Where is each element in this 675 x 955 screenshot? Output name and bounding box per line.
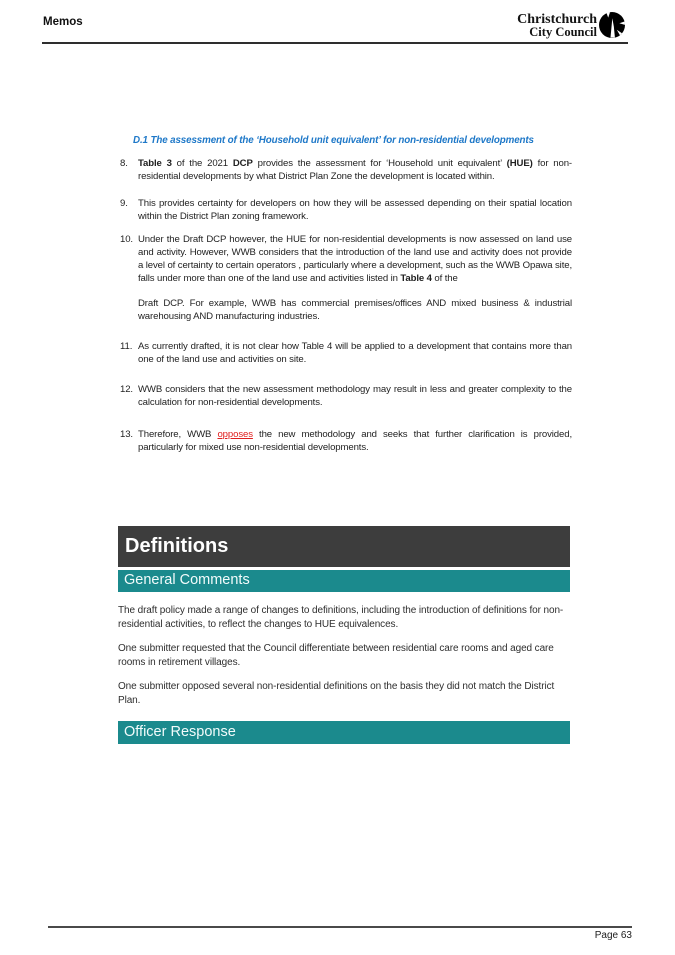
header-divider — [42, 42, 628, 44]
list-item-number: 10. — [120, 234, 133, 245]
list-item-number: 11. — [120, 341, 133, 352]
list-item-text: As currently drafted, it is not clear how Table 4 will be applied to a development that contains more than one of the land use and activities on site. — [138, 341, 572, 365]
officer-response-bar: Officer Response — [118, 721, 570, 744]
list-item-number: 8. — [120, 158, 128, 169]
list-item-text: WWB considers that the new assessment methodology may result in less and greater complexity to the calculation for non-residential developments. — [138, 384, 572, 408]
general-comments-bar: General Comments — [118, 570, 570, 592]
council-brand — [517, 13, 597, 38]
council-brand-line2: City Council — [529, 25, 597, 39]
section-heading-d1: D.1 The assessment of the ‘Household unit equivalent’ for non-residential developments — [133, 135, 534, 146]
definitions-section — [118, 526, 570, 744]
list-item-10 — [120, 233, 572, 285]
page-title: Memos — [43, 16, 83, 28]
list-item-number: 13. — [120, 429, 133, 440]
footer-divider — [48, 926, 632, 928]
page-number: Page 63 — [594, 930, 632, 941]
list-item-text: Therefore, WWB opposes the new methodology and seeks that further clarification is provided, particularly for mixed use non-residential developments. — [138, 429, 572, 453]
list-item-13 — [120, 428, 572, 454]
list-item-8 — [120, 157, 572, 183]
christchurch-city-council-logo-icon — [599, 12, 625, 38]
list-item-number: 9. — [120, 198, 128, 209]
list-item-9 — [120, 197, 572, 223]
memo-body — [120, 134, 572, 454]
list-item-11 — [120, 340, 572, 366]
definitions-paragraph: One submitter opposed several non-residential definitions on the basis they did not match the District Plan. — [118, 681, 555, 706]
definitions-paragraph: One submitter requested that the Council differentiate between residential care rooms and aged care rooms in retirement villages. — [118, 643, 554, 668]
list-item-text: This provides certainty for developers on how they will be assessed depending on their spatial location within the District Plan zoning framework. — [138, 198, 572, 222]
list-item-text: Table 3 of the 2021 DCP provides the assessment for ‘Household unit equivalent’ (HUE) for non-residential developments by what District Plan Zone the development is located within. — [138, 158, 572, 182]
list-item-number: 12. — [120, 384, 133, 395]
definitions-title-bar: Definitions — [118, 526, 570, 567]
definitions-paragraph: The draft policy made a range of changes to definitions, including the introduction of definitions for non-residential activities, to reflect the changes to HUE equivalences. — [118, 605, 564, 630]
list-item-10-continuation: Draft DCP. For example, WWB has commercial premises/offices AND mixed business & industrial warehousing AND manufacturing industries. — [138, 298, 572, 322]
council-brand-line1: Christchurch — [517, 12, 597, 27]
list-item-text: Under the Draft DCP however, the HUE for non-residential developments is now assessed on land use and activity. However, WWB considers that the introduction of the land use and activity does not provide a level of certainty to certain operators , particularly where a development, such as the WWB Opawa site, falls under more than one of the land use and activities listed in Table 4 of the — [138, 234, 572, 284]
list-item-12 — [120, 383, 572, 409]
